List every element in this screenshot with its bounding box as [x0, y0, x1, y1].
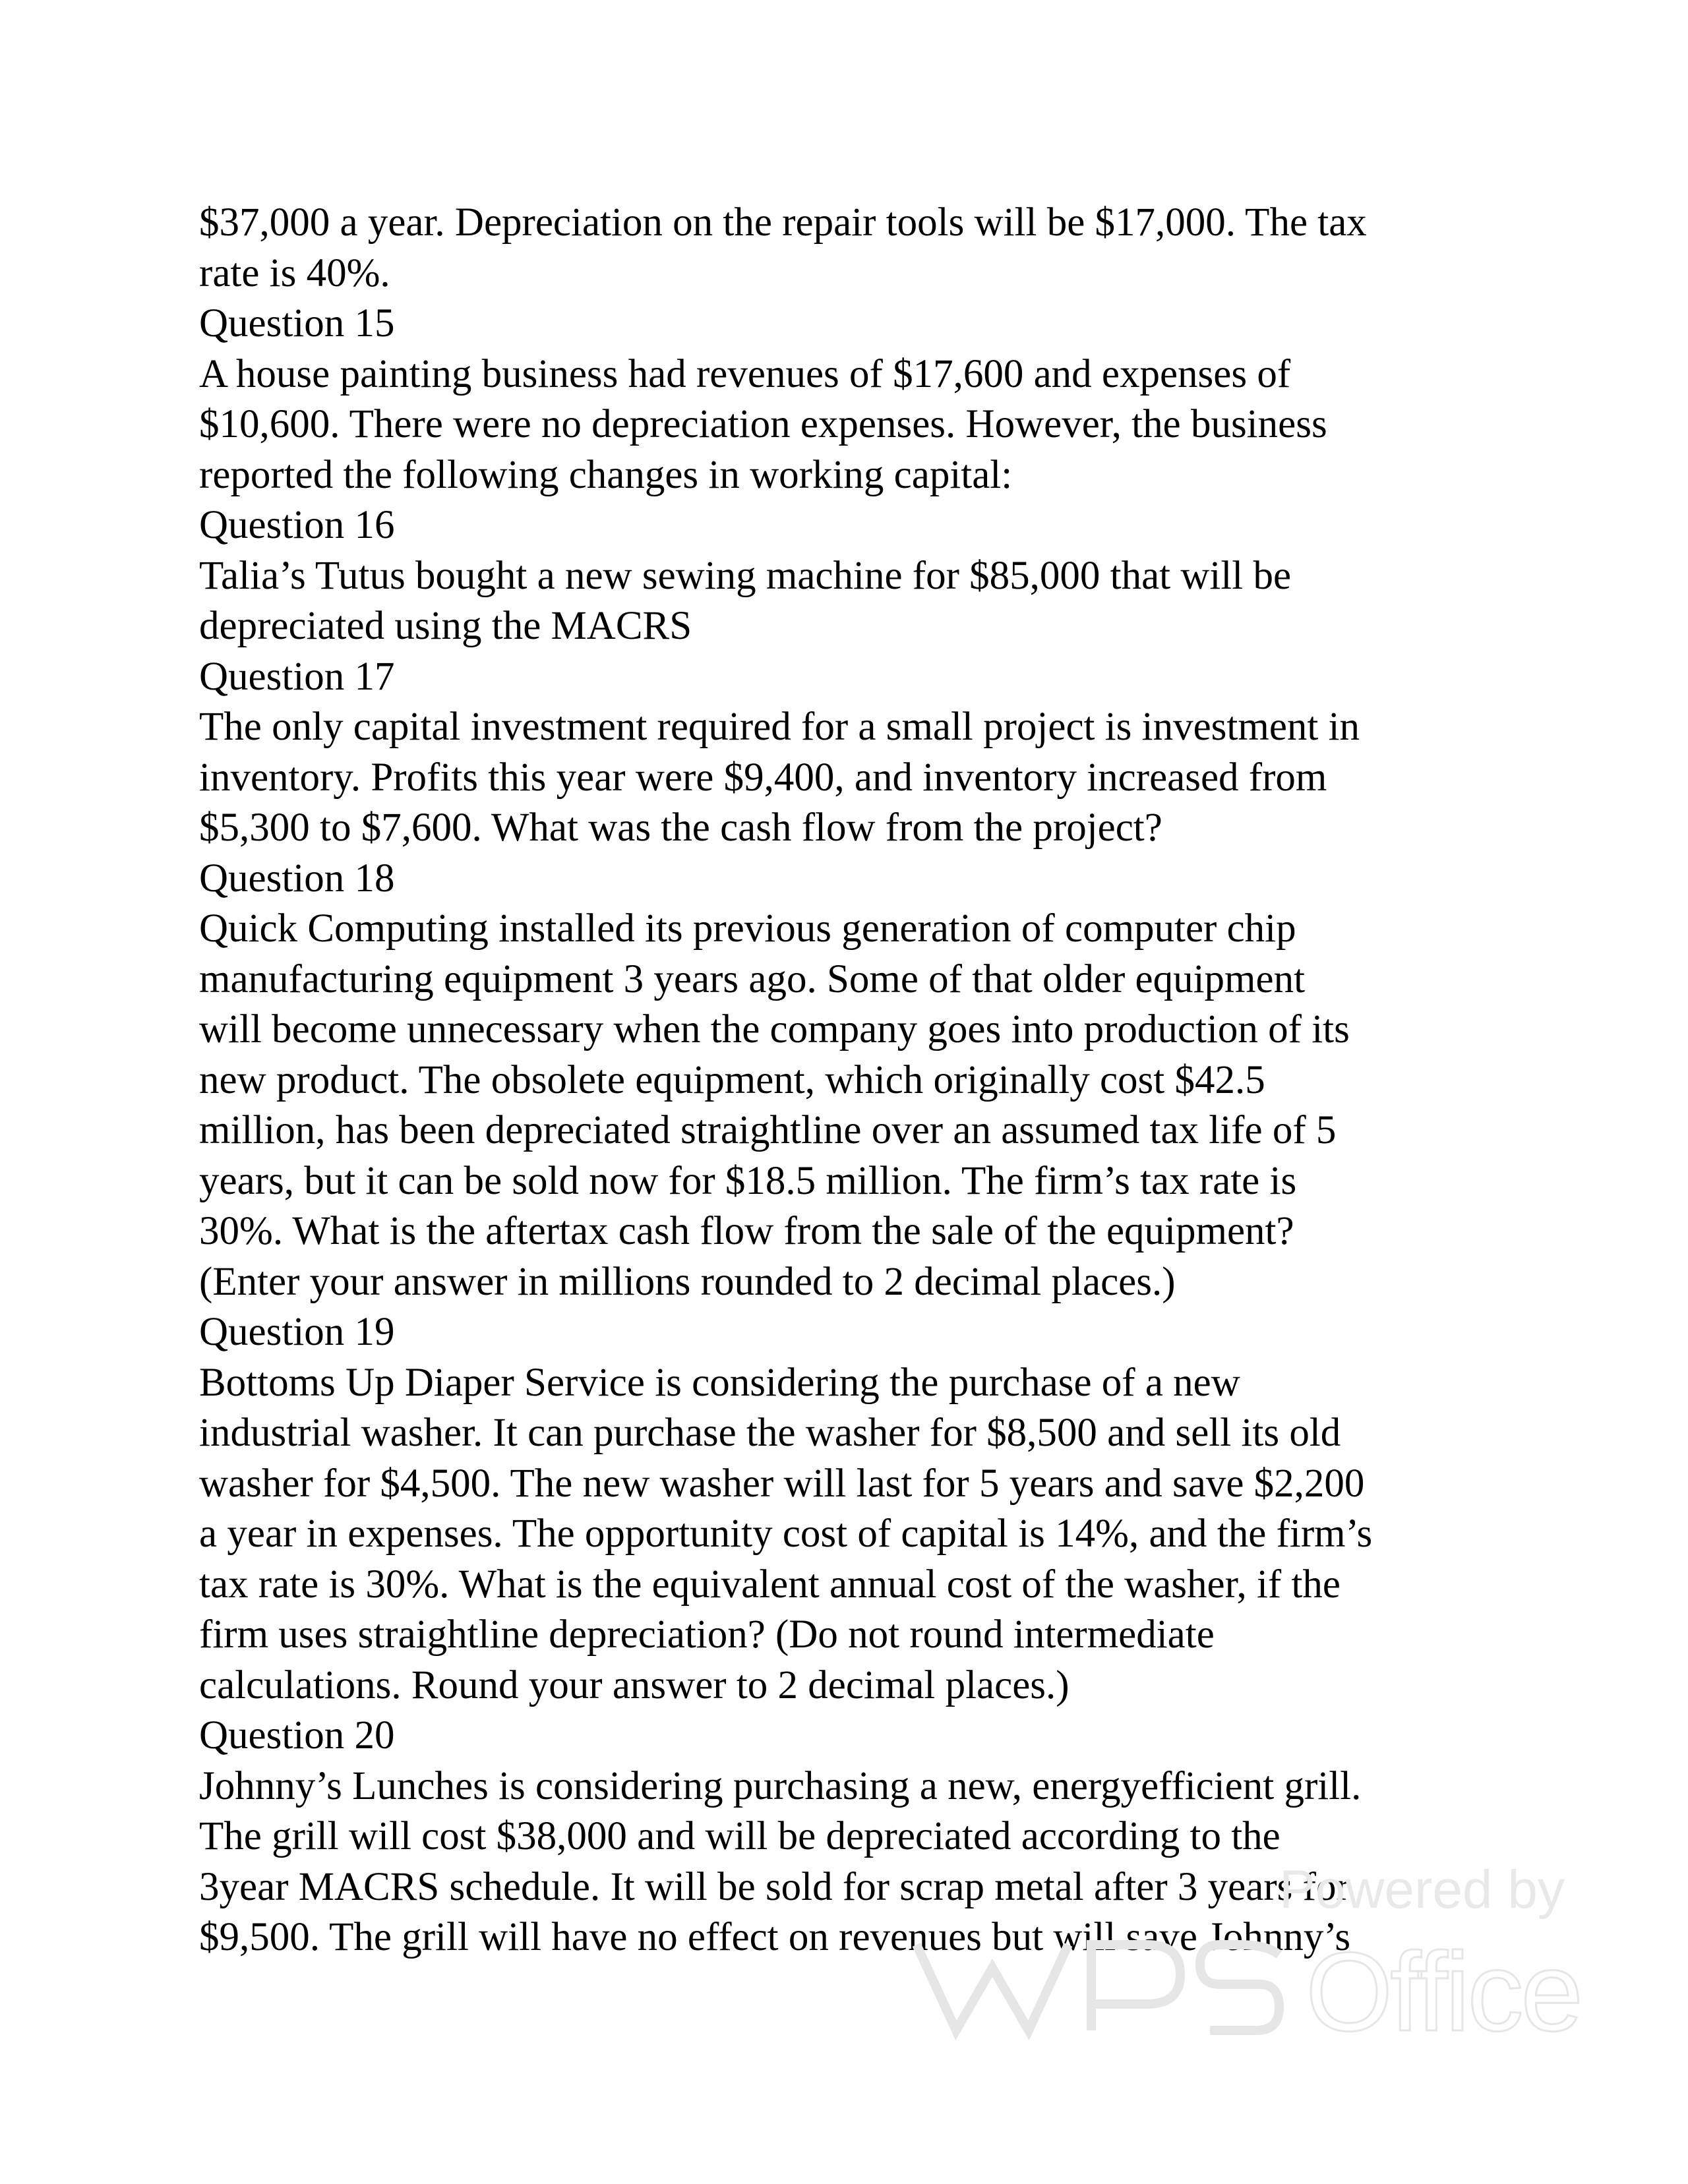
text-line: manufacturing equipment 3 years ago. Some of that older equipment: [199, 957, 1306, 1001]
text-line: (Enter your answer in millions rounded to 2 decimal places.): [199, 1259, 1176, 1304]
text-line: will become unnecessary when the company goes into production of its: [199, 1007, 1350, 1051]
text-line: Quick Computing installed its previous generation of computer chip: [199, 906, 1296, 951]
text-line: rate is 40%.: [199, 251, 390, 295]
text-line: $37,000 a year. Depreciation on the repair tools will be $17,000. The tax: [199, 200, 1367, 245]
text-line: $5,300 to $7,600. What was the cash flow from the project?: [199, 806, 1162, 850]
text-line: years, but it can be sold now for $18.5 million. The firm’s tax rate is: [199, 1158, 1297, 1203]
text-line: tax rate is 30%. What is the equivalent annual cost of the washer, if the: [199, 1562, 1341, 1607]
text-line: The grill will cost $38,000 and will be depreciated according to the: [199, 1814, 1281, 1858]
text-line: industrial washer. It can purchase the washer for $8,500 and sell its old: [199, 1411, 1341, 1455]
question-heading: Question 20: [199, 1713, 395, 1757]
text-line: 30%. What is the aftertax cash flow from the sale of the equipment?: [199, 1209, 1294, 1253]
text-line: Johnny’s Lunches is considering purchasing a new, energyefficient grill.: [199, 1763, 1362, 1808]
text-line: depreciated using the MACRS: [199, 604, 692, 648]
text-line: $10,600. There were no depreciation expenses. However, the business: [199, 402, 1327, 446]
text-line: A house painting business had revenues of $17,600 and expenses of: [199, 351, 1291, 396]
question-heading: Question 15: [199, 301, 395, 345]
text-line: $9,500. The grill will have no effect on revenues but will save Johnny’s: [199, 1915, 1351, 1959]
text-line: million, has been depreciated straightline over an assumed tax life of 5: [199, 1108, 1337, 1152]
text-line: calculations. Round your answer to 2 decimal places.): [199, 1663, 1070, 1707]
question-heading: Question 16: [199, 503, 395, 547]
text-line: new product. The obsolete equipment, which originally cost $42.5: [199, 1057, 1265, 1102]
text-line: reported the following changes in working capital:: [199, 452, 1013, 497]
document-text: [199, 198, 1518, 1963]
text-line: 3year MACRS schedule. It will be sold for scrap metal after 3 years for: [199, 1864, 1350, 1909]
text-line: Talia’s Tutus bought a new sewing machine for $85,000 that will be: [199, 553, 1292, 598]
watermark-powered-by: Powered by: [1279, 1860, 1565, 1920]
question-heading: Question 17: [199, 654, 395, 699]
text-line: inventory. Profits this year were $9,400, and inventory increased from: [199, 755, 1327, 800]
question-heading: Question 18: [199, 856, 395, 900]
text-line: The only capital investment required for a small project is investment in: [199, 705, 1360, 749]
text-line: a year in expenses. The opportunity cost of capital is 14%, and the firm’s: [199, 1512, 1373, 1556]
question-heading: Question 19: [199, 1310, 395, 1354]
text-line: firm uses straightline depreciation? (Do not round intermediate: [199, 1612, 1215, 1657]
text-line: washer for $4,500. The new washer will last for 5 years and save $2,200: [199, 1461, 1365, 1506]
text-line: Bottoms Up Diaper Service is considering the purchase of a new: [199, 1360, 1240, 1405]
svg-text:Office: Office: [1306, 1930, 1581, 2055]
